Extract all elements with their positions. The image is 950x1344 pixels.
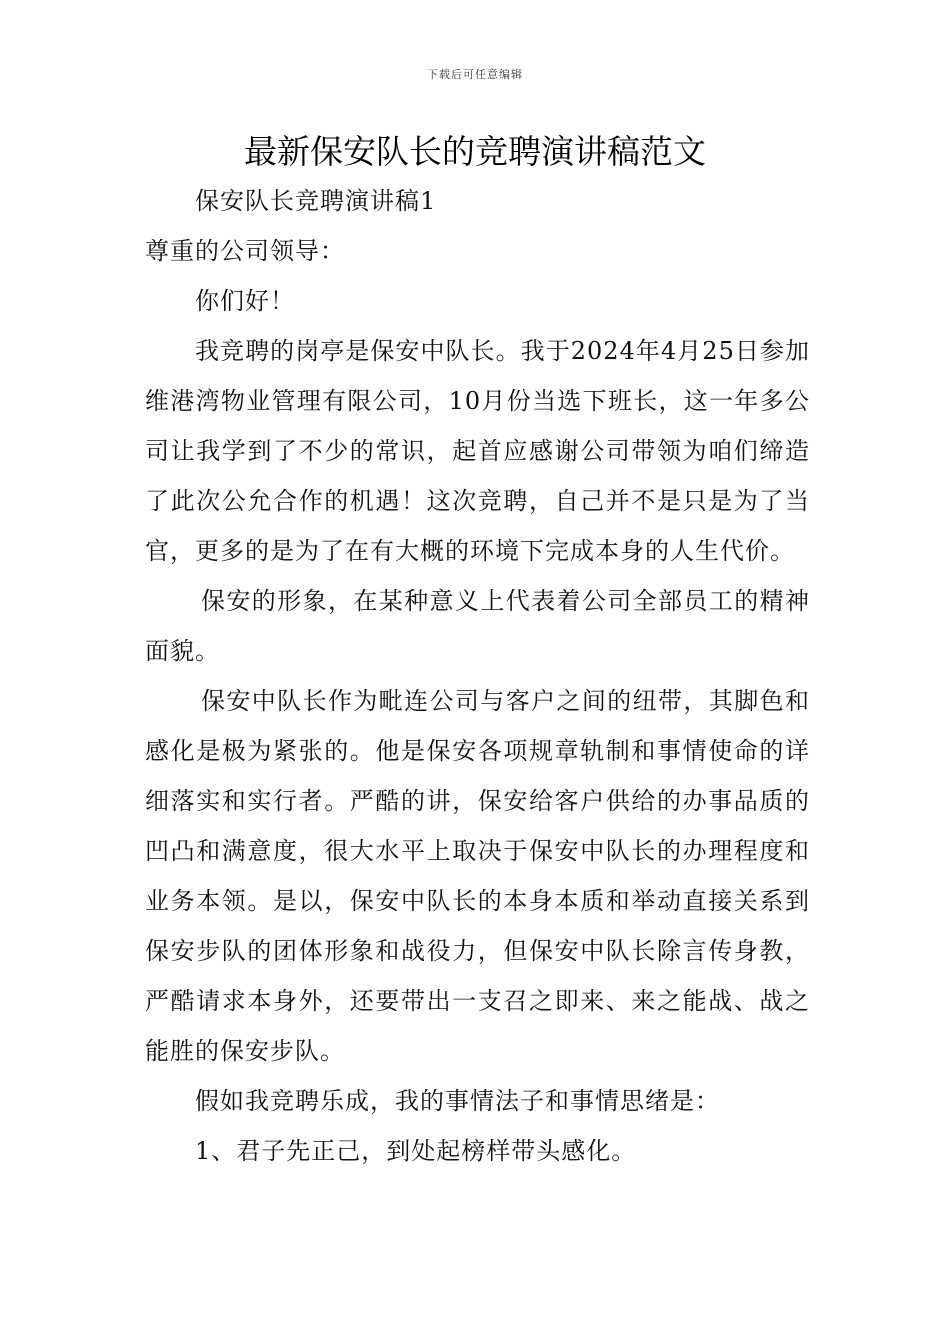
document-body: [145, 176, 810, 1176]
paragraph-2: 保安的形象，在某种意义上代表着公司全部员工的精神面貌。: [145, 587, 810, 665]
paragraph-3: 保安中队长作为毗连公司与客户之间的纽带，其脚色和感化是极为紧张的。他是保安各项规章轨制和事情使命的详细落实和实行者。严酷的讲，保安给客户供给的办事品质的凹凸和满意度，很大水平上取决于保安中队长的办理程度和业务本领。是以，保安中队长的本身本质和举动直接关系到保安步队的团体形象和战役力，但保安中队长除言传身教，严酷请求本身外，还要带出一支召之即来、来之能战、战之能胜的保安步队。: [145, 687, 810, 1065]
paragraph-1: 我竞聘的岗亭是保安中队长。我于2024年4月25日参加维港湾物业管理有限公司，10月份当选下班长，这一年多公司让我学到了不少的常识，起首应感谢公司带领为咱们缔造了此次公允合作的机遇！这次竞聘，自己并不是只是为了当官，更多的是为了在有大概的环境下完成本身的人生代价。: [145, 337, 810, 565]
header-note: 下载后可任意编辑: [427, 68, 523, 81]
greeting: 你们好！: [195, 287, 295, 315]
subtitle: 保安队长竞聘演讲稿1: [195, 187, 437, 215]
document-title: 最新保安队长的竞聘演讲稿范文: [244, 132, 706, 171]
paragraph-4: 假如我竞聘乐成，我的事情法子和事情思绪是：: [195, 1087, 720, 1115]
paragraph-5: 1、君子先正己，到处起榜样带头感化。: [195, 1137, 637, 1165]
salutation: 尊重的公司领导：: [145, 237, 345, 265]
